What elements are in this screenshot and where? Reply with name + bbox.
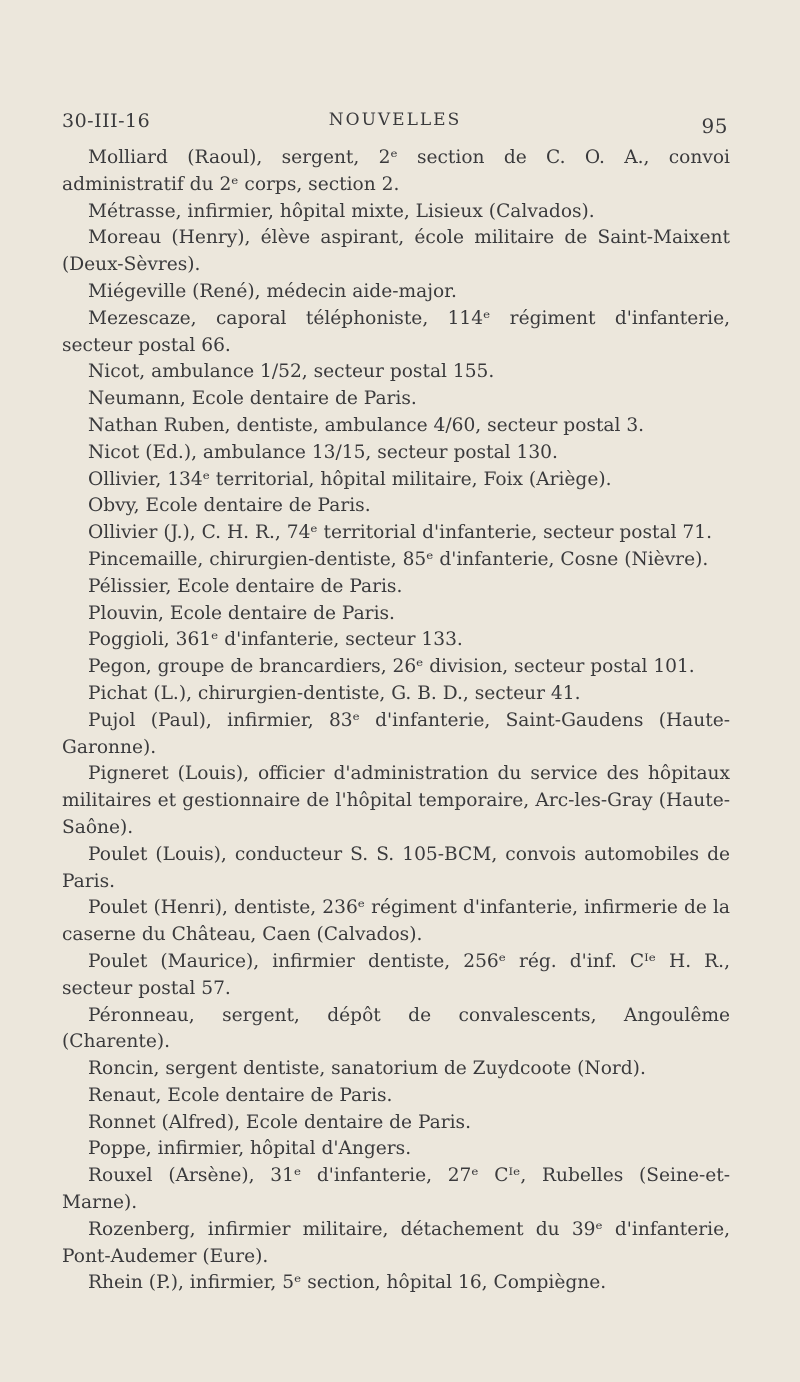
list-item: Ollivier (J.), C. H. R., 74ᵉ territorial d'infanterie, secteur postal 71.: [88, 522, 712, 544]
list-item: Mezescaze, caporal téléphoniste, 114ᵉ régiment d'infanterie, secteur postal 66.: [62, 307, 730, 356]
list-item: Obvy, Ecole dentaire de Paris.: [88, 495, 371, 517]
list-item: Poulet (Louis), conducteur S. S. 105-BCM, convois automobiles de Paris.: [62, 843, 730, 892]
list-item: Roncin, sergent dentiste, sanatorium de Zuydcoote (Nord).: [88, 1058, 646, 1080]
list-item: Pincemaille, chirurgien-dentiste, 85ᵉ d'infanterie, Cosne (Nièvre).: [88, 548, 709, 570]
list-item: Nicot, ambulance 1/52, secteur postal 155.: [88, 361, 495, 383]
list-item: Ollivier, 134ᵉ territorial, hôpital militaire, Foix (Ariège).: [88, 468, 612, 490]
running-header: [62, 110, 728, 140]
list-item: Poppe, infirmier, hôpital d'Angers.: [88, 1138, 412, 1160]
list-item: Péronneau, sergent, dépôt de convalescents, Angoulême (Charente).: [62, 1004, 730, 1053]
list-item: Pigneret (Louis), officier d'administration du service des hôpitaux militaires et gestionnaire de l'hôpital temporaire, Arc-les-Gray (Haute-Saône).: [62, 763, 730, 838]
header-title: NOUVELLES: [328, 110, 462, 130]
list-item: Pegon, groupe de brancardiers, 26ᵉ division, secteur postal 101.: [88, 656, 695, 678]
entry-list: [62, 145, 730, 1297]
list-item: Miégeville (René), médecin aide-major.: [88, 280, 457, 302]
list-item: Renaut, Ecole dentaire de Paris.: [88, 1084, 393, 1106]
list-item: Molliard (Raoul), sergent, 2ᵉ section de C. O. A., convoi administratif du 2ᵉ corps, section 2.: [62, 147, 730, 195]
list-item: Pichat (L.), chirurgien-dentiste, G. B. D., secteur 41.: [88, 682, 581, 704]
list-item: Ronnet (Alfred), Ecole dentaire de Paris.: [88, 1111, 472, 1133]
list-item: Plouvin, Ecole dentaire de Paris.: [88, 602, 395, 624]
list-item: Pujol (Paul), infirmier, 83ᵉ d'infanterie, Saint-Gaudens (Haute-Garonne).: [62, 709, 730, 758]
page-number: 95: [701, 114, 728, 138]
list-item: Nathan Ruben, dentiste, ambulance 4/60, secteur postal 3.: [88, 414, 645, 436]
list-item: Poggioli, 361ᵉ d'infanterie, secteur 133.: [88, 629, 463, 651]
list-item: Poulet (Maurice), infirmier dentiste, 256ᵉ rég. d'inf. Cᴵᵉ H. R., secteur postal 57.: [62, 950, 730, 999]
list-item: Rhein (P.), infirmier, 5ᵉ section, hôpital 16, Compiègne.: [88, 1272, 607, 1294]
list-item: Poulet (Henri), dentiste, 236ᵉ régiment d'infanterie, infirmerie de la caserne du Château, Caen (Calvados).: [62, 897, 730, 946]
list-item: Métrasse, infirmier, hôpital mixte, Lisieux (Calvados).: [88, 200, 595, 222]
header-date: 30-III-16: [62, 110, 151, 132]
list-item: Neumann, Ecole dentaire de Paris.: [88, 388, 417, 410]
list-item: Pélissier, Ecole dentaire de Paris.: [88, 575, 403, 597]
list-item: Moreau (Henry), élève aspirant, école militaire de Saint-Maixent (Deux-Sèvres).: [62, 227, 730, 276]
list-item: Rouxel (Arsène), 31ᵉ d'infanterie, 27ᵉ Cᴵᵉ, Rubelles (Seine-et-Marne).: [62, 1165, 730, 1214]
list-item: Nicot (Ed.), ambulance 13/15, secteur postal 130.: [88, 441, 558, 463]
list-item: Rozenberg, infirmier militaire, détachement du 39ᵉ d'infanterie, Pont-Audemer (Eure).: [62, 1218, 730, 1267]
